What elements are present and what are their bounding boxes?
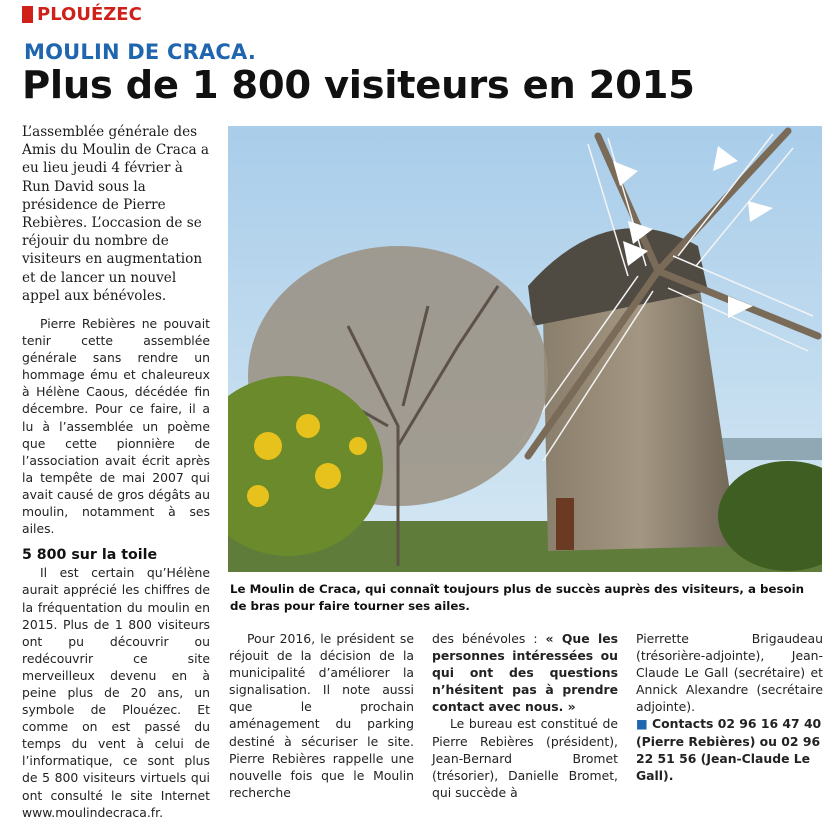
- text-run: des bénévoles :: [432, 631, 546, 646]
- photo-caption: Le Moulin de Craca, qui connaît toujours plus de succès auprès des visiteurs, a besoin de bras pour faire tourner ses ailes.: [230, 582, 805, 613]
- section-header: [22, 4, 142, 25]
- article-column-1: [22, 315, 210, 821]
- paragraph: Le bureau est constitué de Pierre Rebières (président), Jean-Bernard Bromet (trésorier), Danielle Bromet, qui succède à: [432, 716, 618, 800]
- windmill-photo-illustration: [228, 126, 822, 572]
- paragraph: Pierre Rebières ne pouvait tenir cette assemblée générale sans rendre un hommage ému et chaleureux à Hélène Caous, décédée fin décembre. Pour ce faire, il a lu à l’assemblée un poème que cette pionnière de l’association avait écrit après la tempête de mai 2007 qui avait causé de gros dégâts au moulin, notamment à ses ailes.: [22, 316, 210, 537]
- article-lede: L’assemblée générale des Amis du Moulin de Craca a eu lieu jeudi 4 février à Run David sous la présidence de Pierre Rebières. L’occasion de se réjouir du nombre de visiteurs en augmentation et de lancer un nouvel appel aux bénévoles.: [22, 124, 209, 304]
- article-headline: Plus de 1 800 visiteurs en 2015: [22, 63, 695, 108]
- article-photo: [228, 126, 822, 572]
- subhead: 5 800 sur la toile: [22, 547, 158, 564]
- distant-sea: [708, 438, 822, 460]
- contacts-text: Contacts 02 96 16 47 40 (Pierre Rebières) ou 02 96 22 51 56 (Jean-Claude Le Gall).: [636, 716, 822, 783]
- contacts-marker: ■: [636, 716, 648, 732]
- quote: « Que les personnes intéressées ou qui ont des questions n’hésitent pas à prendre contact avec nous. »: [432, 631, 618, 715]
- article-column-2: [229, 630, 414, 801]
- article-kicker: MOULIN DE CRACA.: [24, 40, 257, 64]
- mill-door: [556, 498, 574, 550]
- section-label: PLOUÉZEC: [37, 4, 142, 25]
- article-column-4: [636, 630, 823, 784]
- paragraph: Pour 2016, le président se réjouit de la décision de la municipalité d’améliorer la signalisation. Il note aussi que le prochain aménagement du parking destiné à sécuriser le site. Pierre Rebières rappelle une nouvelle fois que le Moulin recherche: [229, 631, 414, 800]
- paragraph: Pierrette Brigaudeau (trésorière-adjointe), Jean-Claude Le Gall (secrétaire) et Annick Alexandre (secrétaire adjointe).: [636, 631, 823, 715]
- section-marker: [22, 6, 33, 23]
- article-column-3: [432, 630, 618, 801]
- paragraph: Il est certain qu’Hélène aurait apprécié les chiffres de la fréquentation du moulin en 2015. Plus de 1 800 visiteurs ont pu découvrir ou redécouvrir ce site merveilleux devenu en à peine plus de 20 ans, un symbole de Plouézec. Et comme on est passé du temps du vent à celui de l’informatique, ce sont plus de 5 800 visiteurs virtuels qui ont consulté le site Internet www.moulindecraca.fr.: [22, 565, 210, 820]
